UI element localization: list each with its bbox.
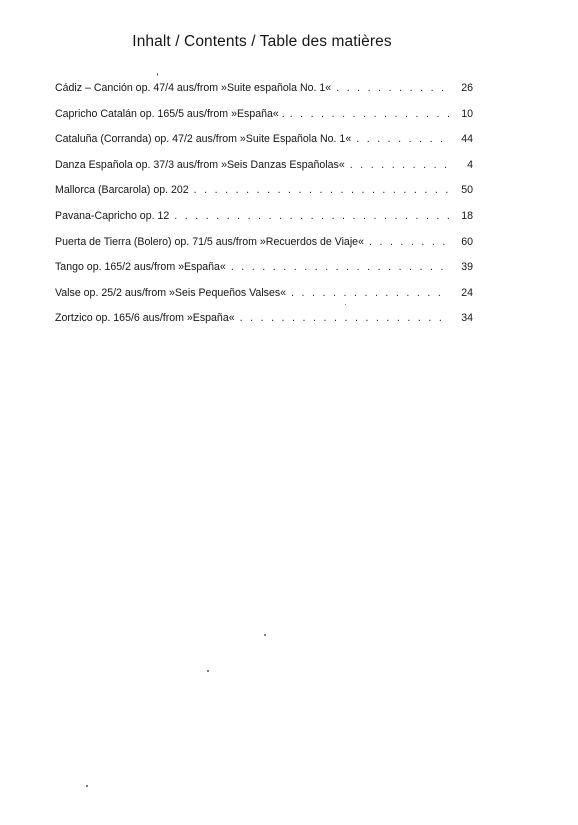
scan-speck <box>264 634 266 636</box>
toc-entry-page: 60 <box>461 235 473 248</box>
dot-leader <box>290 108 449 120</box>
toc-entry <box>55 184 473 210</box>
toc-entry <box>55 261 473 287</box>
toc-entry-page: 10 <box>461 107 473 120</box>
toc-entry-page: 34 <box>461 312 473 325</box>
toc-entry <box>55 108 473 134</box>
toc-entry <box>55 82 473 108</box>
toc-entry-page: 18 <box>461 209 473 222</box>
dot-leader <box>356 133 449 145</box>
toc-entry <box>55 287 473 313</box>
table-of-contents <box>55 82 473 338</box>
toc-entry <box>55 210 473 236</box>
dot-leader <box>240 312 449 324</box>
toc-entry-title: Capricho Catalán op. 165/5 aus/from »España« . <box>55 107 285 120</box>
toc-entry-title: Zortzico op. 165/6 aus/from »España« <box>55 312 235 325</box>
dot-leader <box>350 159 449 171</box>
toc-entry-title: Cádiz – Canción op. 47/4 aus/from »Suite española No. 1« <box>55 82 332 94</box>
scan-speck <box>86 785 88 787</box>
toc-entry-title: Mallorca (Barcarola) op. 202 <box>55 184 189 197</box>
page-title: Inhalt / Contents / Table des matières <box>132 33 392 50</box>
toc-entry-title: Cataluña (Corranda) op. 47/2 aus/from »Suite Española No. 1« <box>55 133 352 146</box>
dot-leader <box>369 236 449 248</box>
toc-entry-title: Valse op. 25/2 aus/from »Seis Pequeños Valses« <box>55 286 287 299</box>
toc-entry <box>55 159 473 185</box>
scan-speck <box>207 670 209 672</box>
toc-entry-title: Puerta de Tierra (Bolero) op. 71/5 aus/from »Recuerdos de Viaje« <box>55 235 364 248</box>
toc-entry <box>55 236 473 262</box>
toc-entry <box>55 133 473 159</box>
scan-speck <box>157 73 158 76</box>
toc-entry-page: 50 <box>461 184 473 197</box>
scan-speck <box>345 304 346 305</box>
dot-leader <box>291 287 449 299</box>
toc-entry-page: 44 <box>461 133 473 146</box>
dot-leader <box>336 82 449 94</box>
toc-entry-title: Tango op. 165/2 aus/from »España« <box>55 261 226 274</box>
dot-leader <box>231 261 449 273</box>
toc-entry-page: 26 <box>461 82 473 94</box>
toc-entry-page: 39 <box>461 261 473 274</box>
toc-entry-title: Danza Española op. 37/3 aus/from »Seis Danzas Españolas« <box>55 158 345 171</box>
dot-leader <box>194 184 449 196</box>
toc-entry-title: Pavana-Capricho op. 12 <box>55 209 170 222</box>
toc-entry-page: 4 <box>467 158 473 171</box>
toc-entry-page: 24 <box>461 286 473 299</box>
toc-entry <box>55 312 473 338</box>
dot-leader <box>174 210 449 222</box>
